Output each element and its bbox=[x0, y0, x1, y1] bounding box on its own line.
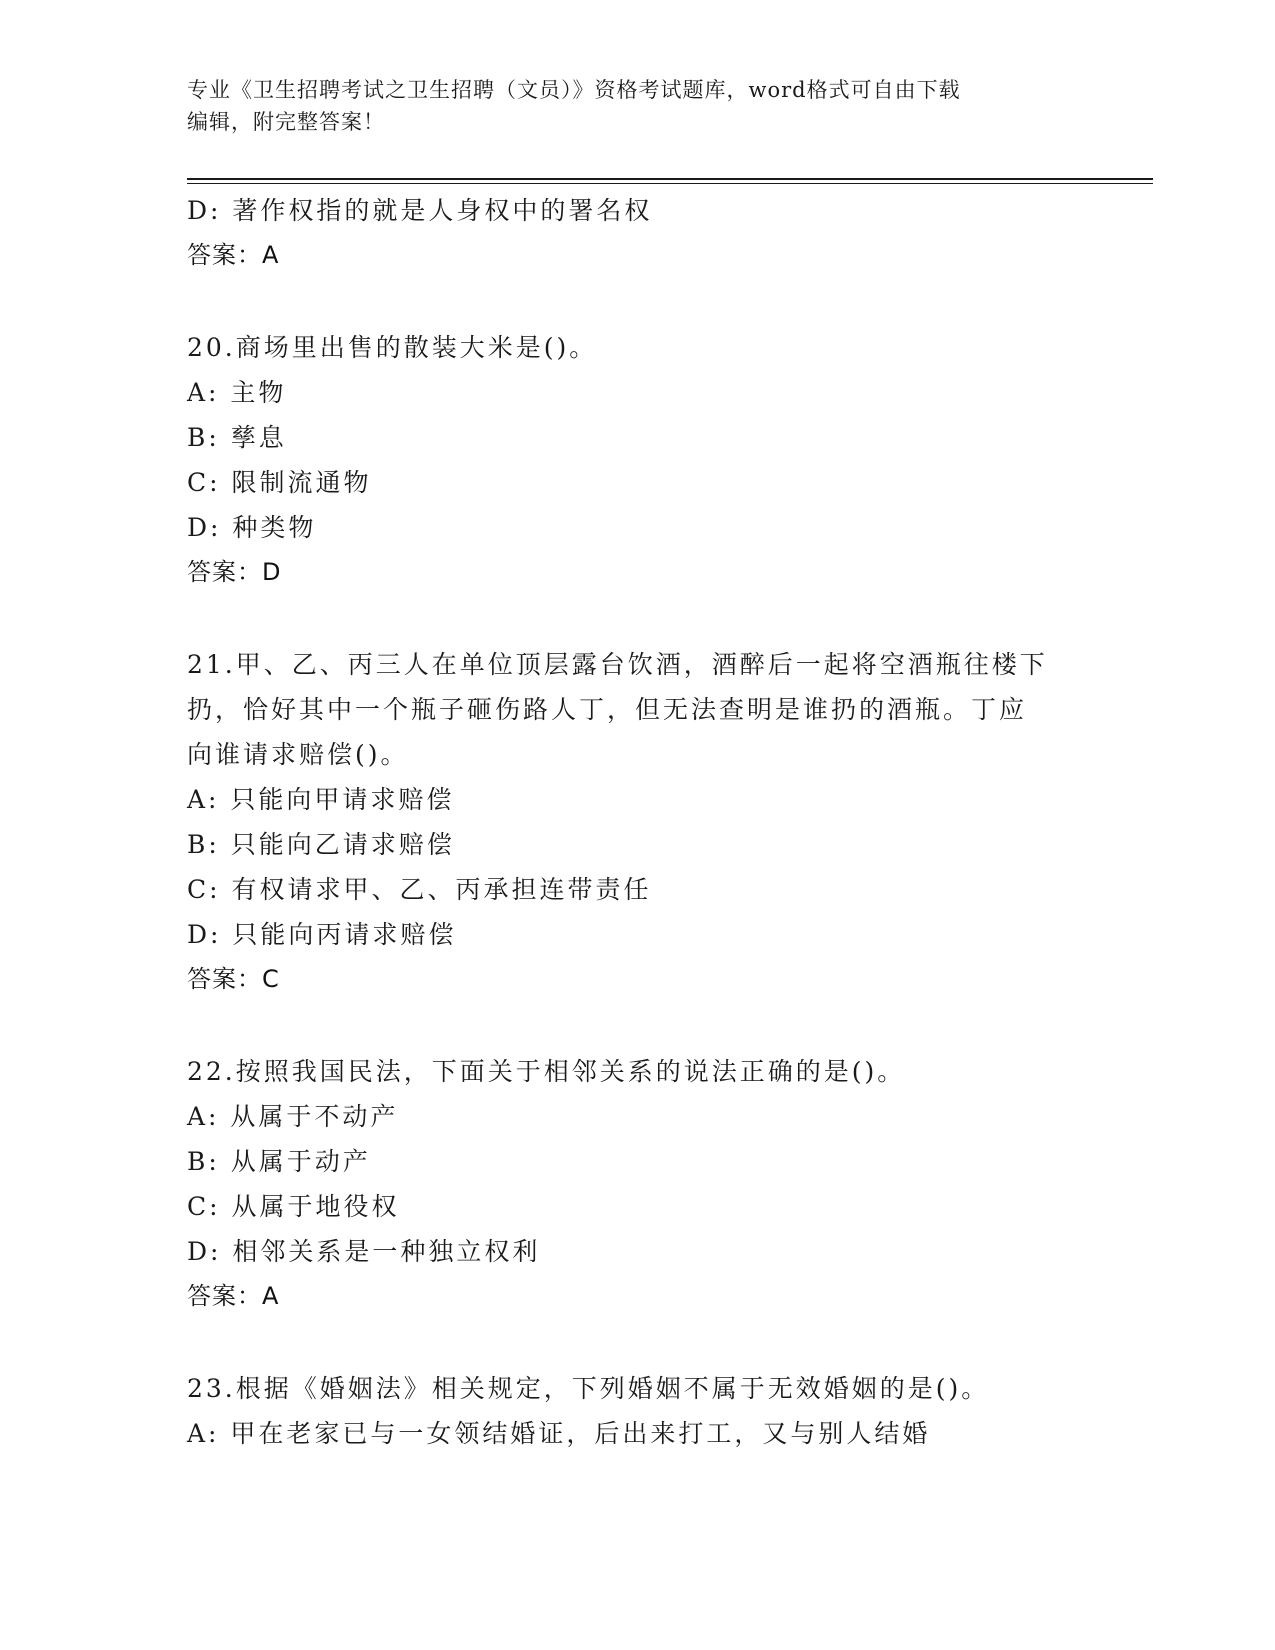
question-stem-line-1: 21.甲、乙、丙三人在单位顶层露台饮酒，酒醉后一起将空酒瓶往楼下 bbox=[187, 650, 1048, 679]
question-22 bbox=[187, 1049, 1087, 1319]
question-stem: 23.根据《婚姻法》相关规定，下列婚姻不属于无效婚姻的是()。 bbox=[187, 1374, 990, 1403]
header-divider-thick bbox=[187, 178, 1153, 180]
spacer bbox=[187, 595, 1087, 642]
option-d: D: 著作权指的就是人身权中的署名权 bbox=[187, 196, 653, 225]
question-list bbox=[187, 188, 1087, 1456]
question-stem-line-2: 扔，恰好其中一个瓶子砸伤路人丁，但无法查明是谁扔的酒瓶。丁应 bbox=[187, 695, 1028, 724]
header-line-2: 编辑，附完整答案！ bbox=[187, 110, 385, 134]
option-c: C: 限制流通物 bbox=[187, 468, 372, 497]
option-a: A: 甲在老家已与一女领结婚证，后出来打工，又与别人结婚 bbox=[187, 1419, 931, 1448]
answer: 答案：A bbox=[187, 241, 280, 269]
header-line-1: 专业《卫生招聘考试之卫生招聘（文员）》资格考试题库，word格式可自由下载 bbox=[187, 78, 961, 102]
question-stem: 20.商场里出售的散装大米是()。 bbox=[187, 333, 598, 362]
spacer bbox=[187, 278, 1087, 325]
document-header bbox=[187, 74, 1087, 138]
option-a: A: 只能向甲请求赔偿 bbox=[187, 785, 455, 814]
option-d: D: 相邻关系是一种独立权利 bbox=[187, 1237, 541, 1266]
spacer bbox=[187, 1319, 1087, 1366]
question-stem-line-3: 向谁请求赔偿()。 bbox=[187, 740, 409, 769]
question-23 bbox=[187, 1366, 1087, 1456]
answer: 答案：C bbox=[187, 965, 280, 993]
option-b: B: 孳息 bbox=[187, 423, 287, 452]
question-stem: 22.按照我国民法，下面关于相邻关系的说法正确的是()。 bbox=[187, 1057, 906, 1086]
option-a: A: 主物 bbox=[187, 378, 287, 407]
option-b: B: 只能向乙请求赔偿 bbox=[187, 830, 455, 859]
spacer bbox=[187, 1002, 1087, 1049]
question-19 bbox=[187, 188, 1087, 278]
answer: 答案：A bbox=[187, 1282, 280, 1310]
header-divider-thin bbox=[187, 183, 1153, 184]
option-a: A: 从属于不动产 bbox=[187, 1102, 399, 1131]
option-c: C: 从属于地役权 bbox=[187, 1192, 400, 1221]
option-d: D: 只能向丙请求赔偿 bbox=[187, 920, 457, 949]
option-c: C: 有权请求甲、乙、丙承担连带责任 bbox=[187, 875, 652, 904]
question-21 bbox=[187, 642, 1087, 1002]
option-d: D: 种类物 bbox=[187, 513, 317, 542]
answer: 答案：D bbox=[187, 558, 282, 586]
option-b: B: 从属于动产 bbox=[187, 1147, 371, 1176]
question-20 bbox=[187, 325, 1087, 595]
